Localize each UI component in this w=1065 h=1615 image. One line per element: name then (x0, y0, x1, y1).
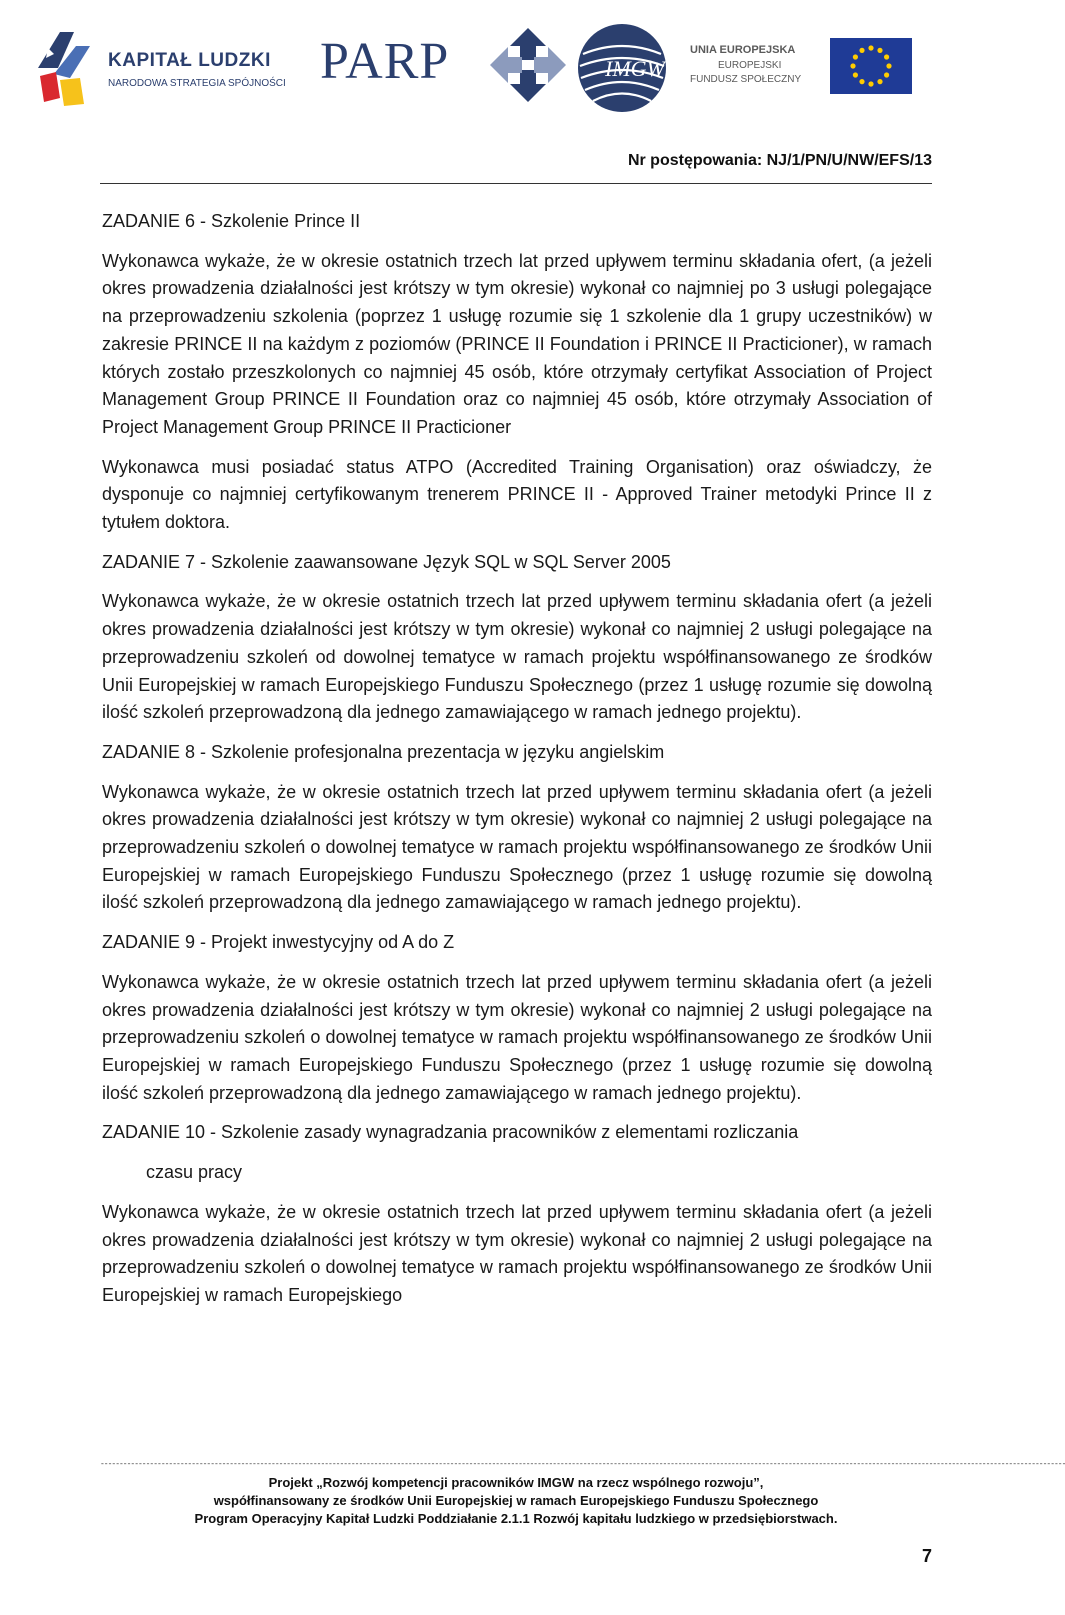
task-title-continuation: czasu pracy (146, 1162, 243, 1183)
task-paragraph: Wykonawca wykaże, że w okresie ostatnich trzech lat przed upływem terminu składania ofert (a jeżeli okres prowadzenia działalności jest krótszy w tym okresie) wykonał co najmniej 2 usługi polegające na przeprowadzeniu szkoleń od dowolnej tematyce w ramach projektu współfinansowanego ze środków Unii Europejskiej w ramach Europejskiego Funduszu Społecznego (przez 1 usługę rozumie się dowolną ilość szkoleń przeprowadzoną dla jednego zamawiającego w ramach jednego projektu). (102, 591, 932, 723)
eu-logo (690, 38, 930, 98)
eu-flag-icon (830, 38, 912, 94)
task-title: ZADANIE 6 - Szkolenie Prince II (102, 211, 361, 231)
footer (100, 1474, 932, 1528)
page-number: 7 (921, 1546, 932, 1566)
kapital-ludzki-subtitle: NARODOWA STRATEGIA SPÓJNOŚCI (108, 78, 286, 89)
task-title: ZADANIE 10 - Szkolenie zasady wynagradzania pracowników z elementami rozliczania (102, 1122, 799, 1143)
imgw-logo (575, 18, 670, 118)
task-title: ZADANIE 9 - Projekt inwestycyjny od A do Z (102, 932, 455, 953)
task-6 (102, 208, 932, 537)
task-title: ZADANIE 7 - Szkolenie zaawansowane Język SQL w SQL Server 2005 (102, 551, 671, 572)
footer-line3: Program Operacyjny Kapitał Ludzki Poddziałanie 2.1.1 Rozwój kapitału ludzkiego w przedsiębiorstwach. (194, 1511, 838, 1526)
header-logos (20, 18, 940, 128)
parp-arrows-icon (488, 26, 568, 104)
header-divider (100, 183, 932, 184)
task-paragraph: Wykonawca wykaże, że w okresie ostatnich trzech lat przed upływem terminu składania ofert (a jeżeli okres prowadzenia działalności jest krótszy w tym okresie) wykonał co najmniej 2 usługi polegające na przeprowadzeniu szkoleń o dowolnej tematyce w ramach projektu współfinansowanego ze środków Unii Europejskiej w ramach Europejskiego Funduszu Społecznego (przez 1 usługę rozumie się dowolną ilość szkoleń przeprowadzoną dla jednego zamawiającego w ramach jednego projektu). (102, 971, 932, 1103)
task-paragraph: Wykonawca wykaże, że w okresie ostatnich trzech lat przed upływem terminu składania ofert (a jeżeli okres prowadzenia działalności jest krótszy w tym okresie) wykonał co najmniej 2 usługi polegające na przeprowadzeniu szkoleń o dowolnej tematyce w ramach projektu współfinansowanego ze środków Unii Europejskiej w ramach Europejskiego Funduszu Społecznego (przez 1 usługę rozumie się dowolną ilość szkoleń przeprowadzoną dla jednego zamawiającego w ramach jednego projektu). (102, 781, 932, 913)
eu-line1: UNIA EUROPEJSKA (690, 44, 796, 56)
case-number: Nr postępowania: NJ/1/PN/U/NW/EFS/13 (627, 152, 932, 169)
task-title: ZADANIE 8 - Szkolenie profesjonalna prezentacja w języku angielskim (102, 741, 665, 762)
task-8 (102, 739, 932, 917)
parp-logo (320, 18, 570, 108)
parp-wordmark: PARP (320, 33, 450, 90)
imgw-globe-icon (575, 18, 670, 118)
task-paragraph: Wykonawca wykaże, że w okresie ostatnich trzech lat przed upływem terminu składania ofert, (a jeżeli okres prowadzenia działalności jest krótszy w tym okresie) wykonał co najmniej po 3 usługi polegające na przeprowadzeniu szkolenia (poprzez 1 usługę rozumie się 1 szkolenie dla 1 grupy uczestników) w zakresie PRINCE II na każdym z poziomów (PRINCE II Foundation i PRINCE II Practicioner), w ramach których zostało przeszkolonych co najmniej 45 osób, które otrzymały certyfikat Association of Project Management Group PRINCE II Foundation oraz co najmniej 45 osób, które otrzymały Association of Project Management Group PRINCE II Practicioner (102, 250, 932, 437)
task-10 (102, 1119, 932, 1309)
eu-line2: EUROPEJSKI (718, 60, 782, 71)
task-paragraph: Wykonawca musi posiadać status ATPO (Accredited Training Organisation) oraz oświadczy, że dysponuje co najmniej certyfikowanym trenerem PRINCE II - Approved Trainer metodyki Prince II z tytułem doktora. (102, 456, 932, 533)
kapital-ludzki-emblem-icon (30, 28, 102, 108)
footer-line2: współfinansowany ze środków Unii Europejskiej w ramach Europejskiego Funduszu Społecznego (213, 1493, 819, 1508)
task-9 (102, 929, 932, 1107)
kapital-ludzki-logo (30, 28, 286, 108)
imgw-monogram: IMGW (605, 56, 665, 81)
kapital-ludzki-title: KAPITAŁ LUDZKI (108, 50, 271, 71)
task-paragraph: Wykonawca wykaże, że w okresie ostatnich trzech lat przed upływem terminu składania ofert (a jeżeli okres prowadzenia działalności jest krótszy w tym okresie) wykonał co najmniej 2 usługi polegające na przeprowadzeniu szkoleń o dowolnej tematyce w ramach projektu współfinansowanego ze środków Unii Europejskiej w ramach Europejskiego (102, 1201, 932, 1305)
footer-line1: Projekt „Rozwój kompetencji pracowników IMGW na rzecz wspólnego rozwoju”, (268, 1475, 764, 1490)
footer-divider: -------------------------------------------------------------------------------------------------------------------------------------------------------------------------------------------------------------------------------------------------------------- (100, 1460, 1065, 1469)
task-7 (102, 549, 932, 727)
eu-line3: FUNDUSZ SPOŁECZNY (690, 74, 802, 85)
document-body (102, 208, 932, 1310)
